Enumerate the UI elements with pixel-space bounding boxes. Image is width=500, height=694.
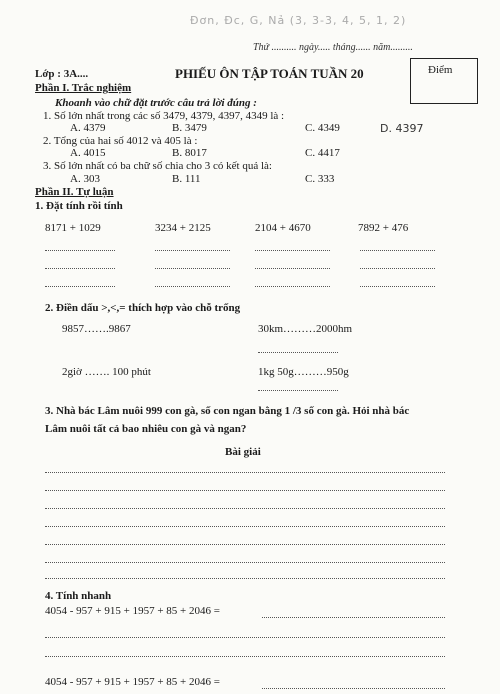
ex1-answer-line[interactable] (360, 286, 435, 287)
page-title: PHIẾU ÔN TẬP TOÁN TUẦN 20 (175, 66, 364, 81)
ex4-expression-2: 4054 - 957 + 915 + 1957 + 85 + 2046 = (45, 676, 220, 688)
part1-heading-text: Phần I. Trắc nghiệm (35, 82, 132, 94)
q3-text: 3. Số lớn nhất có ba chữ số chia cho 3 có kết quả là: (43, 160, 272, 172)
q2-option-a: A. 4015 (70, 147, 106, 159)
ex1-answer-line[interactable] (155, 286, 230, 287)
ex2-item-b: 30km………2000hm (258, 323, 353, 335)
solution-label: Bài giải (225, 446, 261, 458)
ex1-problem-3: 2104 + 4670 (255, 222, 311, 234)
ex2-item-a: 9857…….9867 (62, 323, 131, 335)
score-box (410, 58, 478, 104)
q1-text: 1. Số lớn nhất trong các số 3479, 4379, 4397, 4349 là : (43, 110, 285, 122)
ex2-item-d: 1kg 50g………950g (258, 366, 349, 378)
ex4-answer-line[interactable] (262, 617, 445, 618)
ex1-answer-line[interactable] (45, 250, 115, 251)
class-label: Lớp : 3A.... (35, 68, 89, 80)
ex1-problem-1: 8171 + 1029 (45, 222, 101, 234)
date-line: Thứ .......... ngày..... tháng...... năm......... (253, 42, 413, 53)
ex1-answer-line[interactable] (255, 268, 330, 269)
ex4-answer-line[interactable] (45, 637, 445, 638)
ex1-answer-line[interactable] (360, 250, 435, 251)
top-scribble: Đơn, Đc, G, Nả (3, 3-3, 4, 5, 1, 2) (190, 14, 407, 27)
q2-option-b: B. 8017 (172, 147, 207, 159)
ex4-answer-line[interactable] (45, 656, 445, 657)
ex1-answer-line[interactable] (360, 268, 435, 269)
ex4-title: 4. Tính nhanh (45, 590, 112, 602)
ex4-expression: 4054 - 957 + 915 + 1957 + 85 + 2046 = (45, 605, 220, 617)
ex2-answer-line[interactable] (258, 352, 338, 353)
solution-line[interactable] (45, 578, 445, 579)
q3-option-b: B. 111 (172, 173, 201, 185)
solution-line[interactable] (45, 526, 445, 527)
q2-option-c: C. 4417 (305, 147, 340, 159)
part1-instruction: Khoanh vào chữ đặt trước câu trả lời đúng : (55, 97, 257, 109)
ex1-answer-line[interactable] (45, 268, 115, 269)
ex1-problem-4: 7892 + 476 (358, 222, 409, 234)
ex1-answer-line[interactable] (155, 268, 230, 269)
solution-line[interactable] (45, 562, 445, 563)
ex1-answer-line[interactable] (155, 250, 230, 251)
q1-option-b: B. 3479 (172, 122, 207, 134)
q3-option-a: A. 303 (70, 173, 100, 185)
ex1-answer-line[interactable] (255, 250, 330, 251)
ex3-text-line2: Lâm nuôi tất cả bao nhiêu con gà và ngan? (45, 423, 247, 435)
ex1-answer-line[interactable] (45, 286, 115, 287)
solution-line[interactable] (45, 508, 445, 509)
part2-heading (35, 186, 114, 198)
ex3-text-line1: 3. Nhà bác Lâm nuôi 999 con gà, số con ngan bằng 1 /3 số con gà. Hỏi nhà bác (45, 405, 410, 417)
q3-option-c: C. 333 (305, 173, 335, 185)
q1-option-c: C. 4349 (305, 122, 340, 134)
ex1-title: 1. Đặt tính rồi tính (35, 200, 123, 212)
solution-line[interactable] (45, 544, 445, 545)
part1-heading (35, 82, 131, 94)
ex2-item-c: 2giờ ……. 100 phút (62, 366, 151, 378)
ex1-answer-line[interactable] (255, 286, 330, 287)
ex2-answer-line[interactable] (258, 390, 338, 391)
ex2-title: 2. Điền dấu >,<,= thích hợp vào chỗ trống (45, 302, 241, 314)
part2-heading-text: Phần II. Tự luận (35, 186, 114, 198)
q2-text: 2. Tổng của hai số 4012 và 405 là : (43, 135, 198, 147)
q1-option-d: D. 4397 (380, 122, 424, 135)
q1-option-a: A. 4379 (70, 122, 106, 134)
solution-line[interactable] (45, 472, 445, 473)
ex4-answer-line[interactable] (262, 688, 445, 689)
ex1-problem-2: 3234 + 2125 (155, 222, 211, 234)
score-label: Điểm (428, 64, 453, 76)
solution-line[interactable] (45, 490, 445, 491)
